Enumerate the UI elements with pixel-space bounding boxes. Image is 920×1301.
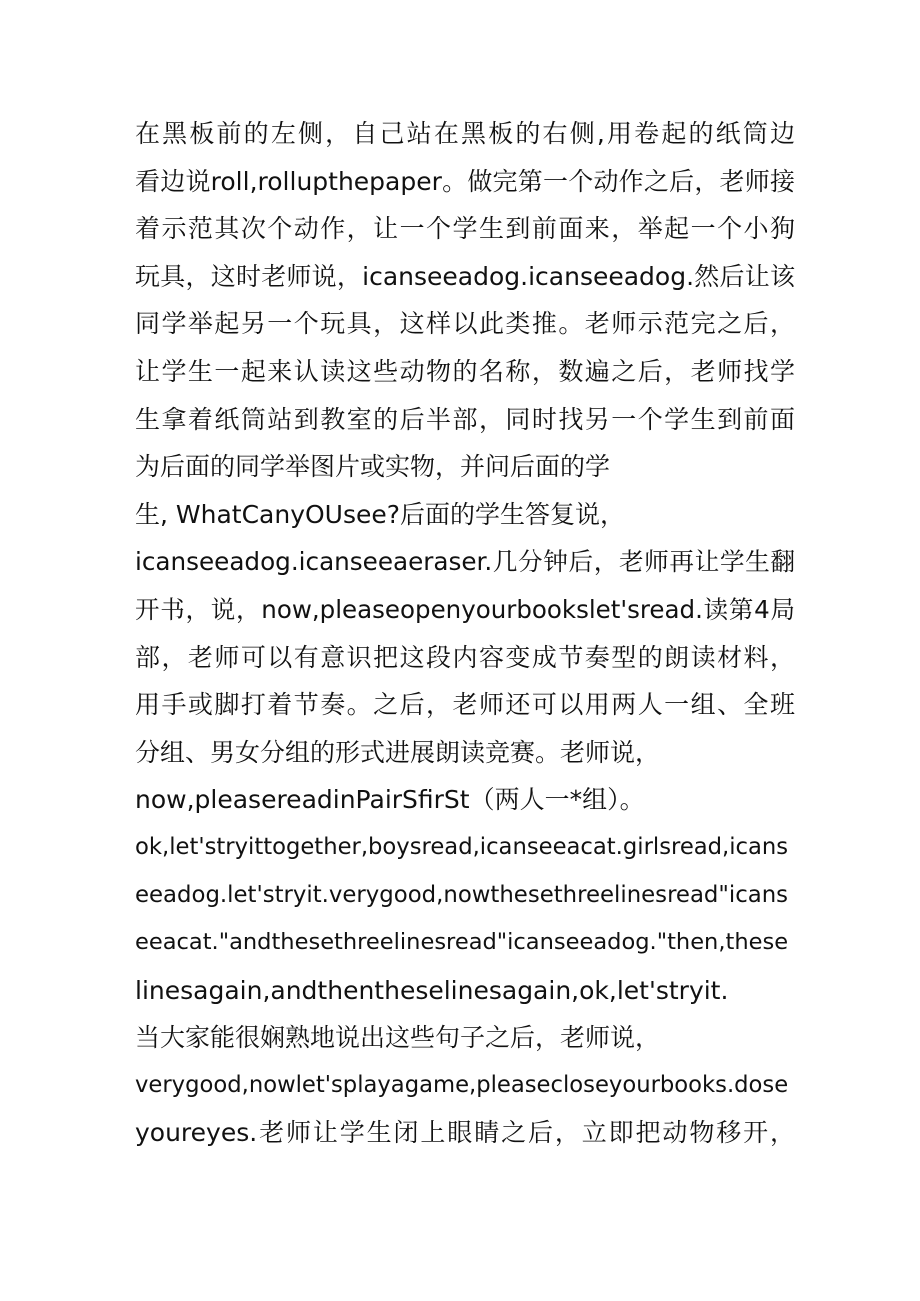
text-line: linesagain,andthentheselinesagain,ok,let'stryit. [135,975,729,1005]
text-line: 着示范其次个动作，让一个学生到前面来，举起一个小狗 [135,214,795,244]
text-line: 当大家能很娴熟地说出这些句子之后，老师说， [135,1023,661,1053]
text-line: 同学举起另一个玩具，这样以此类推。老师示范完之后， [135,309,795,339]
text-line: 玩具，这时老师说，icanseeadog.icanseeadog.然后让该 [135,261,795,291]
text-line: 为后面的同学举图片或实物，并问后面的学 [135,452,611,482]
text-line: 在黑板前的左侧，自己站在黑板的右侧,用卷起的纸筒边 [135,119,795,148]
text-line: 生, WhatCanyOUsee?后面的学生答复说， [135,499,626,529]
text-line: eeadog.let'stryit.verygood,nowthesethreelinesread"icans [135,881,789,908]
text-line: 分组、男女分组的形式进展朗读竞赛。老师说， [135,737,661,767]
text-line: 开书，说，now,pleaseopenyourbookslet'sread.读第4局 [135,594,795,624]
text-line: now,pleasereadinPairSfirSt（两人一*组）。 [135,785,645,815]
text-line: icanseeadog.icanseeaeraser.几分钟后，老师再让学生翻 [135,547,795,577]
text-line: 看边说roll,rollupthepaper。做完第一个动作之后，老师接 [135,166,795,196]
text-line: ok,let'stryittogether,boysread,icanseeacat.girlsread,icans [135,833,789,860]
text-line: verygood,nowlet'splayagame,pleasecloseyourbooks.dose [135,1071,789,1098]
text-line: eeacat."andthesethreelinesread"icanseeadog."then,these [135,929,789,956]
body-text [135,110,795,1157]
text-line: 让学生一起来认读这些动物的名称，数遍之后，老师找学 [135,356,795,386]
text-line: youreyes.老师让学生闭上眼睛之后，立即把动物移开， [135,1118,795,1148]
text-line: 用手或脚打着节奏。之后，老师还可以用两人一组、全班 [135,690,795,720]
text-line: 生拿着纸筒站到教室的后半部，同时找另一个学生到前面 [135,404,795,434]
text-line: 部，老师可以有意识把这段内容变成节奏型的朗读材料， [135,642,795,672]
